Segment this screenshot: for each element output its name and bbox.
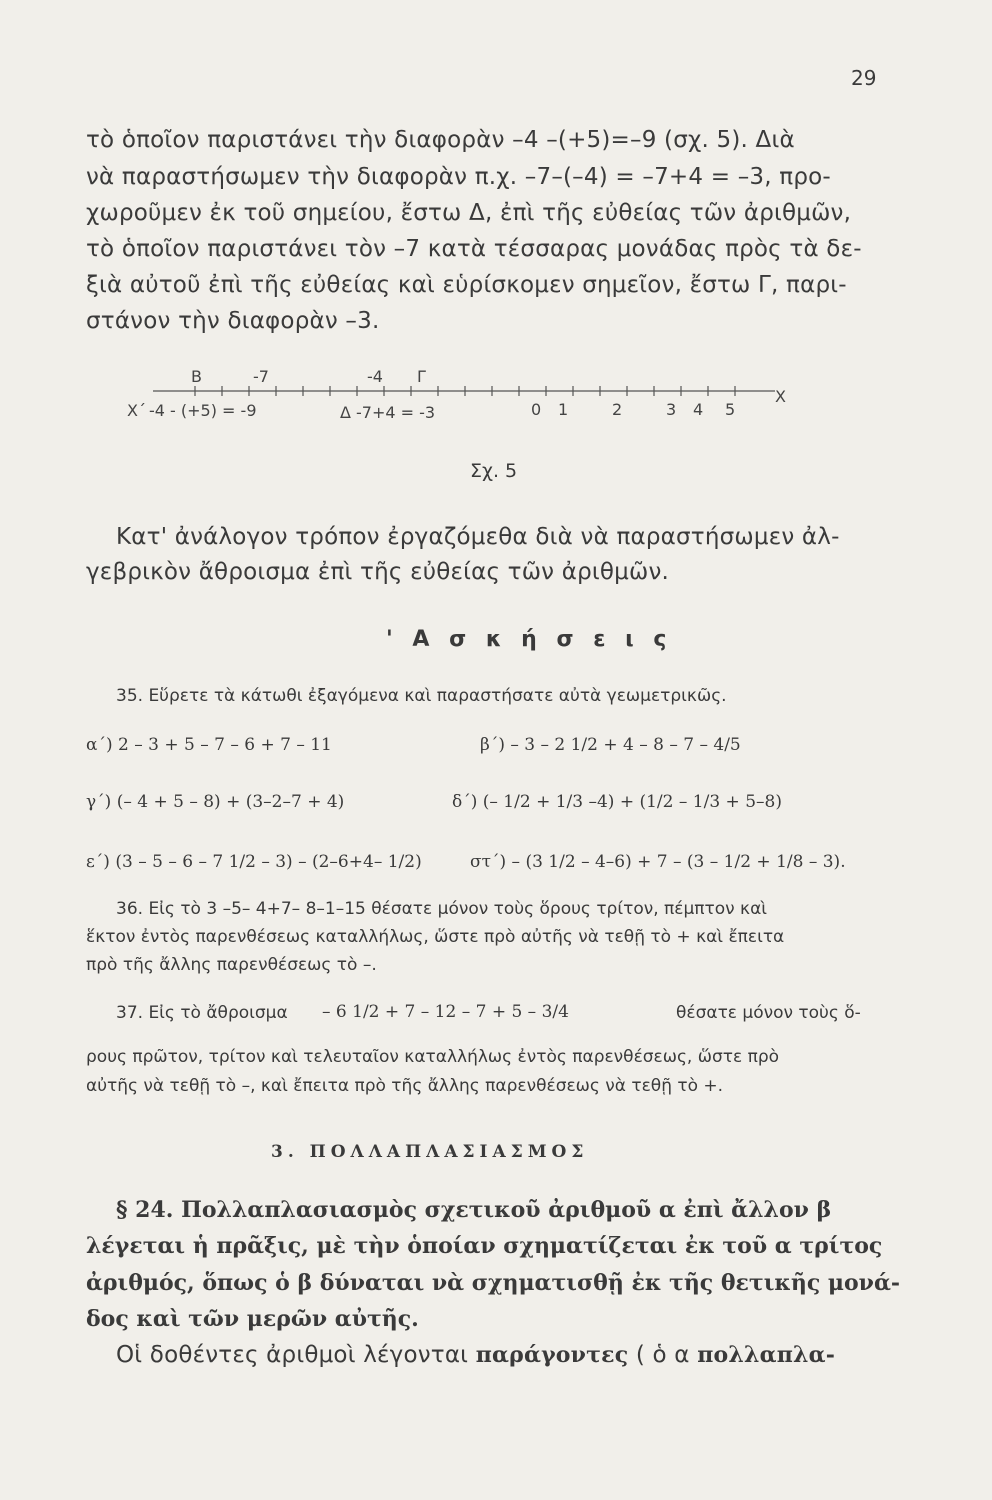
tick-label: 4 xyxy=(693,400,704,419)
exercises-heading: ' Α σ κ ή σ ε ι ς xyxy=(386,627,673,652)
last-line xyxy=(116,1342,835,1368)
text-line: τὸ ὁποῖον παριστάνει τὴν διαφορὰν –4 –(+5)=–9 (σχ. 5). Διὰ xyxy=(86,127,795,153)
text-line: Κατ' ἀνάλογον τρόπον ἐργαζόμεθα διὰ νὰ παραστήσωμεν ἀλ- xyxy=(116,524,840,550)
left-end-label: X΄ xyxy=(127,401,146,420)
exercise-35-c: γ΄) (– 4 + 5 – 8) + (3–2–7 + 4) xyxy=(86,792,345,812)
last-line-mid: ( ὁ α xyxy=(628,1342,698,1368)
exercise-35-d: δ΄) (– 1/2 + 1/3 –4) + (1/2 – 1/3 + 5–8) xyxy=(452,792,782,812)
exercise-37-end: θέσατε μόνον τοὺς ὅ- xyxy=(676,1003,861,1023)
exercise-35-a: α΄) 2 – 3 + 5 – 7 – 6 + 7 – 11 xyxy=(86,735,332,755)
number-line-figure xyxy=(125,360,805,430)
tick-label: 1 xyxy=(558,400,569,419)
exercise-35-b: β΄) – 3 – 2 1/2 + 4 – 8 – 7 – 4/5 xyxy=(480,735,741,755)
point-label-gamma: Γ xyxy=(417,367,426,386)
right-end-label: X xyxy=(775,387,786,406)
exercise-36-line: 36. Εἰς τὸ 3 –5– 4+7– 8–1–15 θέσατε μόνον τοὺς ὅρους τρίτον, πέμπτον καὶ xyxy=(116,899,768,919)
sum-label-left: -4 - (+5) = -9 xyxy=(149,401,257,420)
page-number: 29 xyxy=(851,66,877,90)
text-line: τὸ ὁποῖον παριστάνει τὸν –7 κατὰ τέσσαρας μονάδας πρὸς τὰ δε- xyxy=(86,236,862,262)
exercise-37-start: 37. Εἰς τὸ ἄθροισμα xyxy=(116,1003,288,1023)
text-line: ξιὰ αὐτοῦ ἐπὶ τῆς εὐθείας καὶ εὑρίσκομεν σημεῖον, ἔστω Γ, παρι- xyxy=(86,272,847,298)
last-line-start: Οἱ δοθέντες ἀριθμοὶ λέγονται xyxy=(116,1342,476,1368)
exercise-37-line: αὐτῆς νὰ τεθῇ τὸ –, καὶ ἔπειτα πρὸ τῆς ἄλλης παρενθέσεως νὰ τεθῇ τὸ +. xyxy=(86,1076,724,1096)
chapter-title: 3. ΠΟΛΛΑΠΛΑΣΙΑΣΜΟΣ xyxy=(271,1142,589,1162)
text-line: χωροῦμεν ἐκ τοῦ σημείου, ἔστω Δ, ἐπὶ τῆς εὐθείας τῶν ἀριθμῶν, xyxy=(86,200,852,226)
tick-label: 0 xyxy=(531,400,542,419)
sum-label-mid: Δ -7+4 = -3 xyxy=(340,403,436,422)
definition-line: λέγεται ἡ πρᾶξις, μὲ τὴν ὁποίαν σχηματίζεται ἐκ τοῦ α τρίτος xyxy=(86,1233,883,1259)
term-factors: παράγοντες xyxy=(475,1342,629,1368)
tick-label: 5 xyxy=(725,400,736,419)
exercise-37-expr: – 6 1/2 + 7 – 12 – 7 + 5 – 3/4 xyxy=(322,1002,569,1022)
exercise-35-f: στ΄) – (3 1/2 – 4–6) + 7 – (3 – 1/2 + 1/8 – 3). xyxy=(470,852,846,872)
exercise-36-line: ἕκτον ἐντὸς παρενθέσεως καταλλήλως, ὥστε πρὸ αὐτῆς νὰ τεθῇ τὸ + καὶ ἔπειτα xyxy=(86,927,785,947)
figure-caption: Σχ. 5 xyxy=(470,460,518,482)
point-label-minus4: -4 xyxy=(367,367,383,386)
exercise-37-line: ρους πρῶτον, τρίτον καὶ τελευταῖον καταλλήλως ἐντὸς παρενθέσεως, ὥστε πρὸ xyxy=(86,1047,780,1067)
definition-line: § 24. Πολλαπλασιασμὸς σχετικοῦ ἀριθμοῦ α ἐπὶ ἄλλον β xyxy=(116,1197,832,1223)
exercise-36-line: πρὸ τῆς ἄλλης παρενθέσεως τὸ –. xyxy=(86,955,377,975)
exercise-35-e: ε΄) (3 – 5 – 6 – 7 1/2 – 3) – (2–6+4– 1/2) xyxy=(86,852,422,872)
point-label-b: B xyxy=(191,367,202,386)
exercise-35-intro: 35. Εὕρετε τὰ κάτωθι ἐξαγόμενα καὶ παραστήσατε αὐτὰ γεωμετρικῶς. xyxy=(116,686,727,706)
point-label-minus7: -7 xyxy=(253,367,269,386)
text-line: γεβρικὸν ἄθροισμα ἐπὶ τῆς εὐθείας τῶν ἀριθμῶν. xyxy=(86,559,669,585)
text-line: στάνον τὴν διαφορὰν –3. xyxy=(86,308,380,334)
tick-label: 2 xyxy=(612,400,623,419)
definition-line: δος καὶ τῶν μερῶν αὐτῆς. xyxy=(86,1306,419,1332)
tick-label: 3 xyxy=(666,400,677,419)
text-line: νὰ παραστήσωμεν τὴν διαφορὰν π.χ. –7–(–4) = –7+4 = –3, προ- xyxy=(86,164,831,190)
definition-line: ἀριθμός, ὅπως ὁ β δύναται νὰ σχηματισθῇ ἐκ τῆς θετικῆς μονά- xyxy=(86,1270,900,1296)
number-line-ticks xyxy=(195,386,735,396)
term-multiplicand: πολλαπλα- xyxy=(697,1342,836,1368)
